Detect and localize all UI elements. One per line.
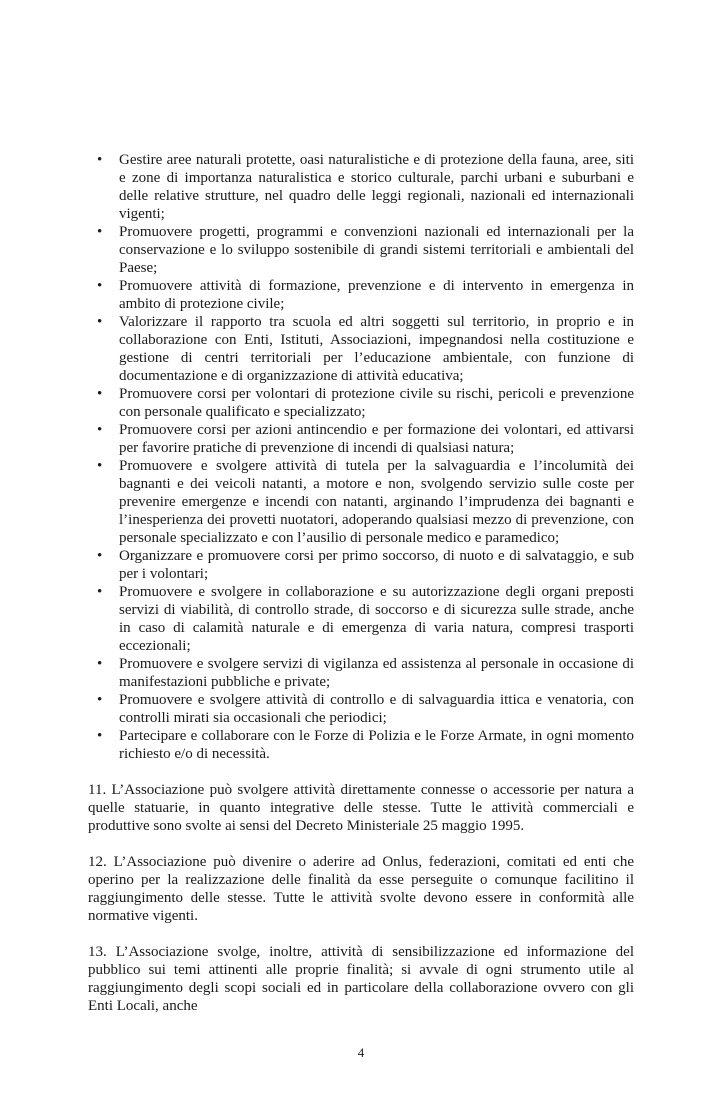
- list-item-text: Promuovere e svolgere attività di controllo e di salvaguardia ittica e venatoria, con controlli mirati sia occasionali che periodici;: [119, 692, 634, 726]
- list-item: [88, 583, 634, 655]
- list-item: [88, 385, 634, 421]
- list-item-text: Promuovere e svolgere in collaborazione e su autorizzazione degli organi preposti servizi di viabilità, di controllo strade, di soccorso e di sicurezza sulle strade, anche in caso di calamità naturale e di emergenza di varia natura, compresi trasporti eccezionali;: [119, 584, 634, 654]
- list-item: [88, 547, 634, 583]
- list-item-text: Partecipare e collaborare con le Forze di Polizia e le Forze Armate, in ogni momento richiesto e/o di necessità.: [119, 728, 634, 762]
- list-item: [88, 313, 634, 385]
- bullet-icon: •: [97, 224, 103, 240]
- activities-bullet-list: [88, 151, 634, 763]
- paragraph-11: 11. L’Associazione può svolgere attività direttamente connesse o accessorie per natura a quelle statuarie, in quanto integrative delle stesse. Tutte le attività commerciali e produttive sono svolte ai sensi del Decreto Ministeriale 25 maggio 1995.: [88, 782, 634, 834]
- list-item: [88, 421, 634, 457]
- list-item: [88, 655, 634, 691]
- list-item-text: Promuovere attività di formazione, prevenzione e di intervento in emergenza in ambito di protezione civile;: [119, 278, 634, 312]
- bullet-icon: •: [97, 278, 103, 294]
- list-item: [88, 277, 634, 313]
- list-item-text: Promuovere progetti, programmi e convenzioni nazionali ed internazionali per la conservazione e lo sviluppo sostenibile di grandi sistemi territoriali e ambientali del Paese;: [119, 224, 634, 276]
- bullet-icon: •: [97, 458, 103, 474]
- list-item-text: Organizzare e promuovere corsi per primo soccorso, di nuoto e di salvataggio, e sub per i volontari;: [119, 548, 634, 582]
- bullet-icon: •: [97, 386, 103, 402]
- list-item-text: Promuovere e svolgere servizi di vigilanza ed assistenza al personale in occasione di manifestazioni pubbliche e private;: [119, 656, 634, 690]
- bullet-icon: •: [97, 152, 103, 168]
- bullet-icon: •: [97, 656, 103, 672]
- bullet-icon: •: [97, 728, 103, 744]
- list-item: [88, 223, 634, 277]
- paragraph-13: 13. L’Associazione svolge, inoltre, attività di sensibilizzazione ed informazione del pubblico sui temi attinenti alle proprie finalità; si avvale di ogni strumento utile al raggiungimento degli scopi sociali ed in particolare della collaborazione ovvero con gli Enti Locali, anche: [88, 944, 634, 1014]
- bullet-icon: •: [97, 314, 103, 330]
- page-number: 4: [357, 1045, 365, 1060]
- paragraph-12: 12. L’Associazione può divenire o aderire ad Onlus, federazioni, comitati ed enti che operino per la realizzazione delle finalità da esse perseguite o comunque facilitino il raggiungimento delle stesse. Tutte le attività svolte devono essere in conformità alle normative vigenti.: [88, 854, 634, 924]
- bullet-icon: •: [97, 548, 103, 564]
- list-item-text: Promuovere corsi per volontari di protezione civile su rischi, pericoli e prevenzione con personale qualificato e specializzato;: [119, 386, 634, 420]
- bullet-icon: •: [97, 584, 103, 600]
- list-item-text: Promuovere e svolgere attività di tutela per la salvaguardia e l’incolumità dei bagnanti e dei veicoli natanti, a motore e non, svolgendo servizio sulle coste per prevenire emergenze e incendi con natanti, arginando l’imprudenza dei bagnanti e l’inesperienza dei provetti nuotatori, adoperando qualsiasi mezzo di prevenzione, con personale specializzato e con l’ausilio di personale medico e paramedico;: [119, 458, 634, 546]
- bullet-icon: •: [97, 692, 103, 708]
- list-item: [88, 727, 634, 763]
- list-item: [88, 691, 634, 727]
- list-item-text: Valorizzare il rapporto tra scuola ed altri soggetti sul territorio, in proprio e in collaborazione con Enti, Istituti, Associazioni, impegnandosi nella costituzione e gestione di centri territoriali per l’educazione ambientale, con funzione di documentazione e di organizzazione di attività educativa;: [119, 314, 634, 384]
- bullet-icon: •: [97, 422, 103, 438]
- list-item-text: Promuovere corsi per azioni antincendio e per formazione dei volontari, ed attivarsi per favorire pratiche di prevenzione di incendi di qualsiasi natura;: [119, 422, 634, 456]
- list-item: [88, 457, 634, 547]
- list-item: [88, 151, 634, 223]
- list-item-text: Gestire aree naturali protette, oasi naturalistiche e di protezione della fauna, aree, siti e zone di importanza naturalistica e storico culturale, parchi urbani e suburbani e delle relative strutture, nel quadro delle leggi regionali, nazionali ed internazionali vigenti;: [119, 152, 634, 222]
